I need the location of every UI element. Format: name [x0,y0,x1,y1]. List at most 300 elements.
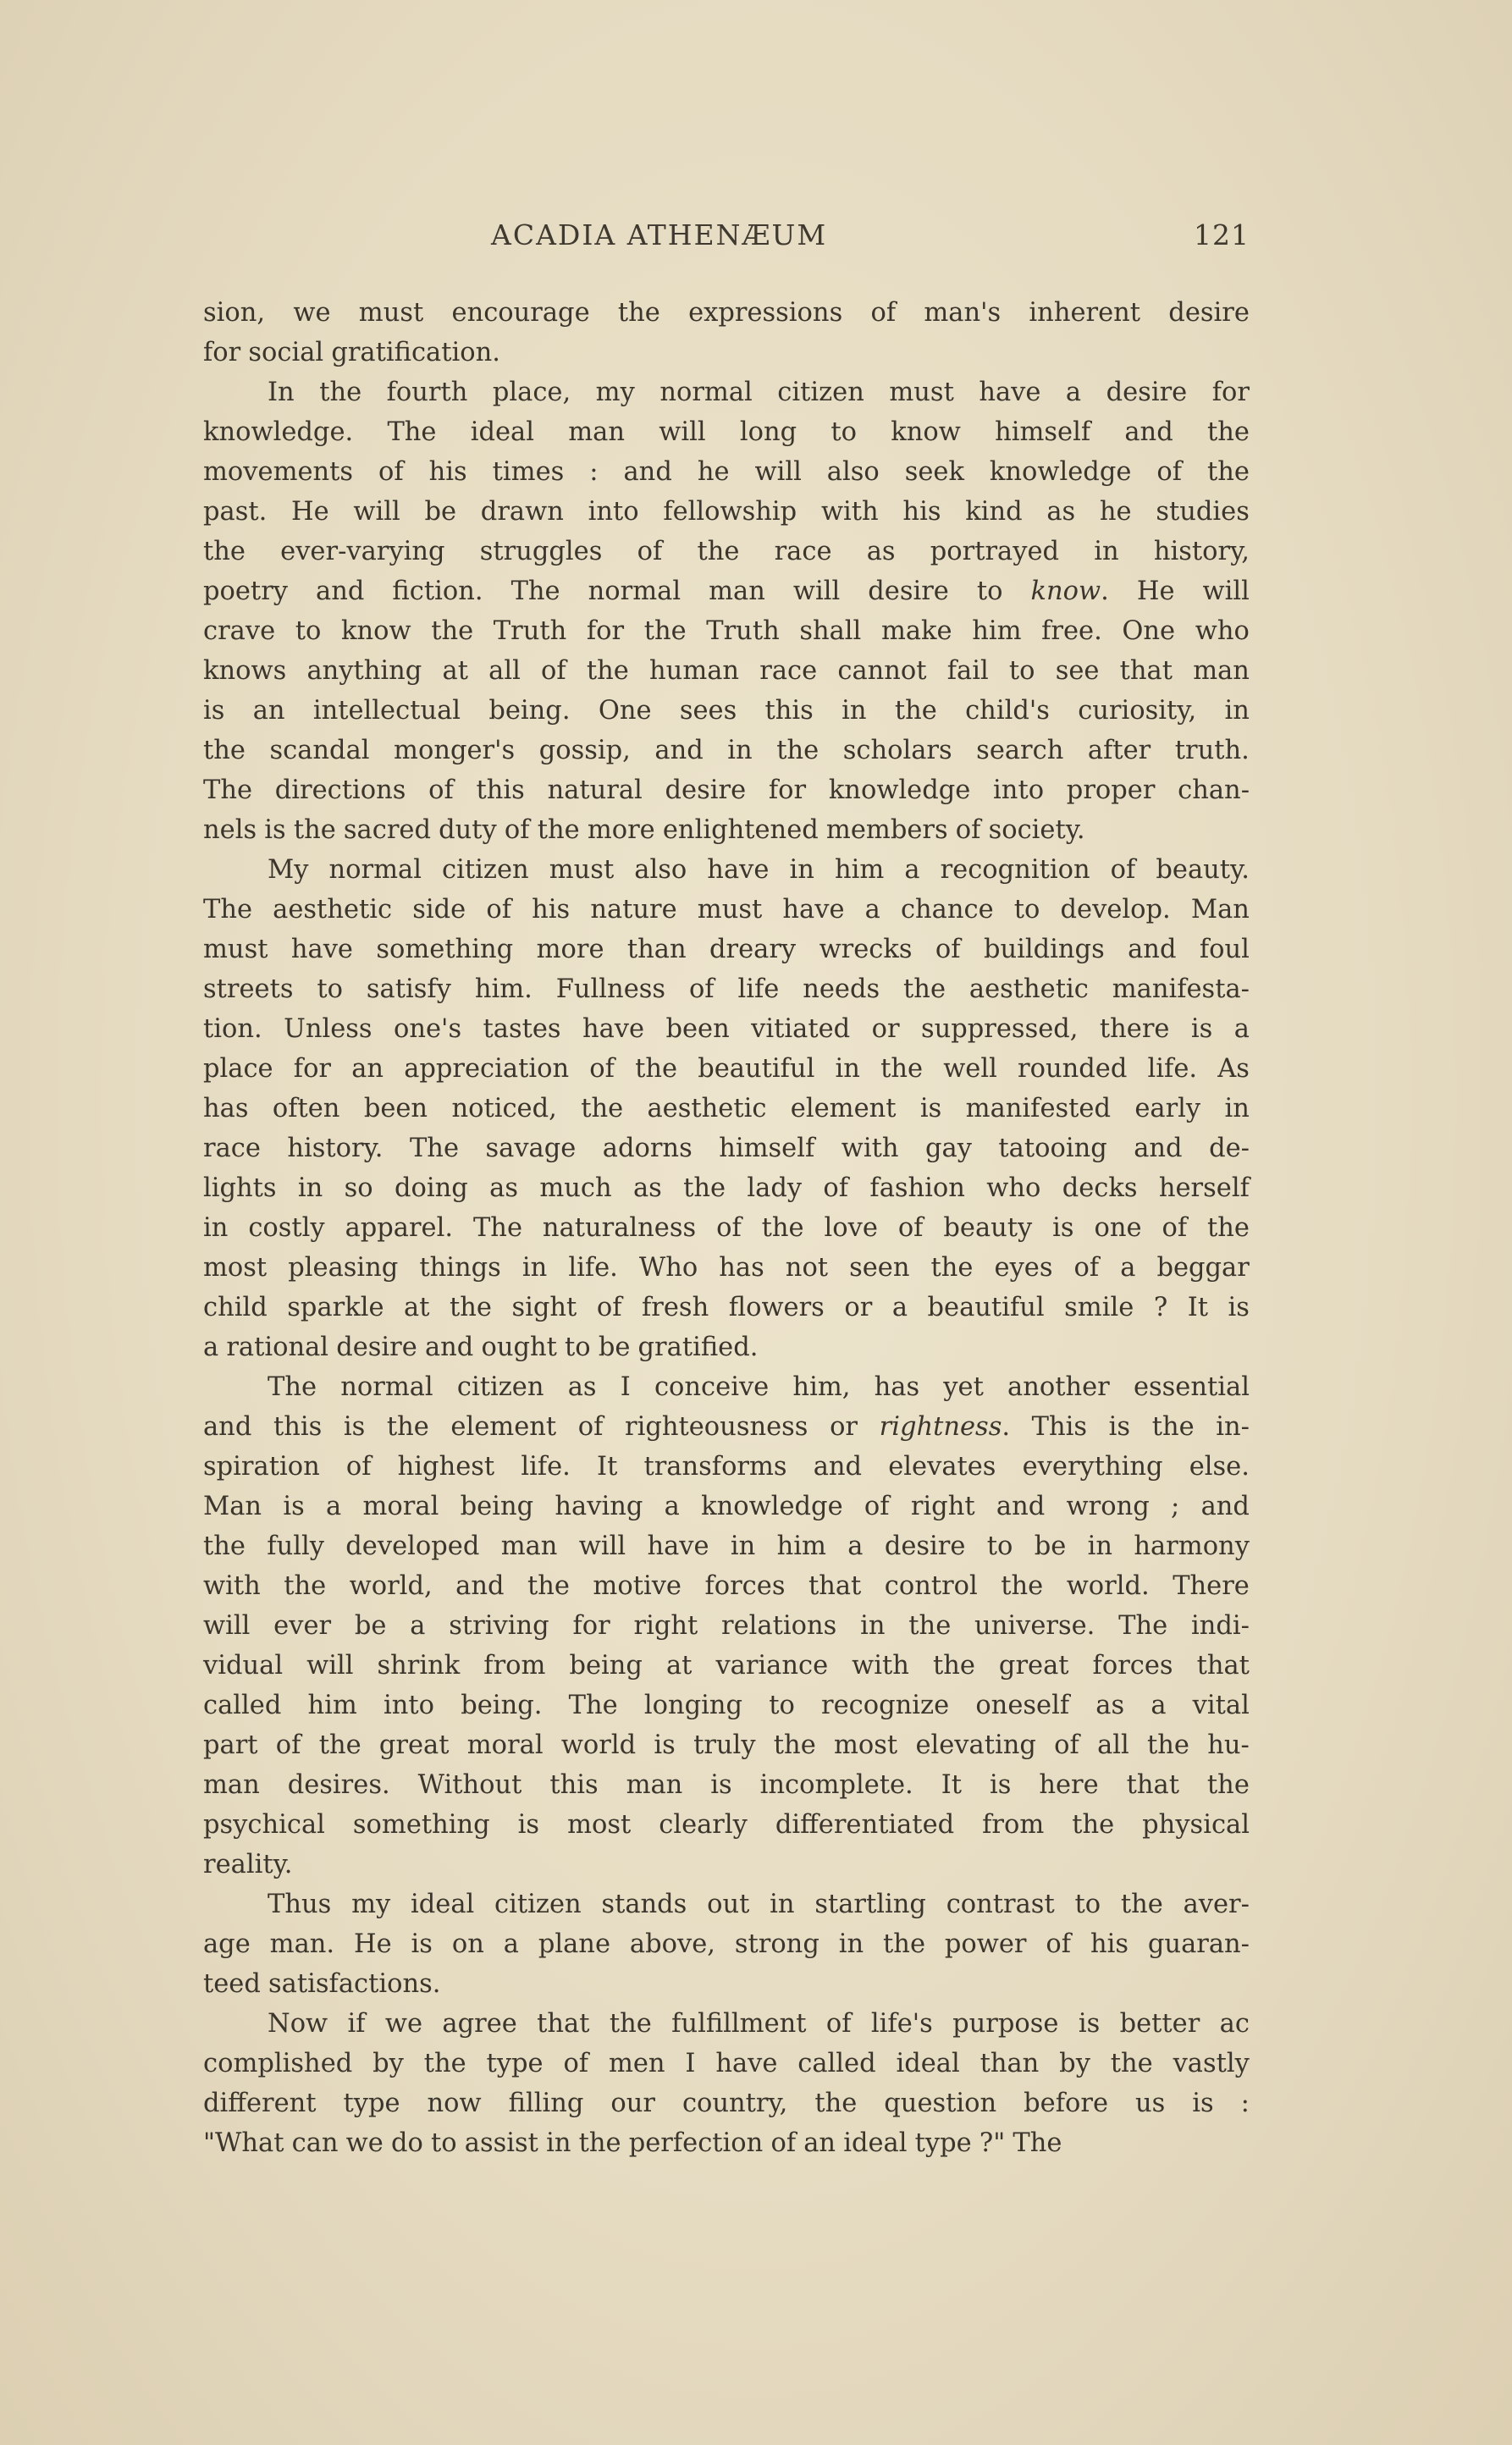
word: one's [394,1014,462,1044]
word: the [386,1412,429,1442]
word: of [870,298,897,328]
word: so [344,1173,373,1203]
word: the [932,1651,975,1681]
word: the [431,616,474,646]
word: eyes [994,1253,1053,1283]
word: must [697,895,763,924]
word: ideal [470,417,534,447]
word: of [504,815,530,845]
word: expressions [688,298,843,328]
word: part [203,1730,258,1760]
word: and [1128,935,1177,964]
word: being. [461,1691,543,1720]
word: here [1039,1770,1099,1800]
word: striving [449,1611,549,1641]
word: motive [593,1571,682,1601]
word: see [1055,656,1100,686]
word: I [620,1372,631,1402]
text-line [203,1805,1250,1845]
word: The [203,775,253,805]
word: citizen [442,855,529,885]
text-line [203,532,1250,571]
word: the [423,2049,466,2078]
word: from [982,1810,1045,1840]
word: curiosity, [1078,696,1197,726]
word: rightness. [879,1412,1011,1442]
word: world, [349,1571,433,1601]
text-line [203,770,1250,810]
word: knows [203,656,287,686]
word: The [203,895,253,924]
word: him [307,1691,357,1720]
word: the [578,2128,621,2158]
word: better [1119,2009,1200,2039]
word: moral [466,1730,544,1760]
word: life's [870,2009,933,2039]
word: child's [965,696,1050,726]
word: sion, [203,298,266,328]
word: The [268,1372,317,1402]
word: movements [203,457,354,487]
word: of [1156,457,1182,487]
word: is [654,1730,676,1760]
word: nels [203,815,257,845]
word: man's [924,298,1002,328]
word: there [1099,1014,1170,1044]
word: by [372,2049,404,2078]
word: right [910,1492,975,1521]
word: ac [1219,2009,1250,2039]
word: the [643,616,687,646]
word: this [476,775,525,805]
word: us [1134,2089,1166,2118]
word: pleasing [288,1253,399,1283]
text-line [203,1288,1250,1327]
word: is [411,1929,433,1959]
word: the [1120,1890,1163,1919]
word: shrink [377,1651,461,1681]
word: will [306,1651,354,1681]
word: know [891,417,961,447]
word: needs [803,974,880,1004]
word: much [539,1173,612,1203]
word: developed [345,1532,480,1561]
word: been [363,1094,428,1123]
text-line [203,333,1250,373]
word: with [852,1651,909,1681]
word: side [412,895,466,924]
word: strong [734,1929,819,1959]
word: gratification. [331,338,500,367]
word: life. [568,1253,618,1283]
word: the [609,2009,652,2039]
word: him, [792,1372,851,1402]
word: we [384,2009,423,2039]
word: the [319,378,362,407]
word: kind [965,497,1023,527]
word: fellowship [663,497,797,527]
word: fashion [869,1173,965,1203]
word: normal [328,855,422,885]
word: Fullness [555,974,666,1004]
word: history. [287,1134,384,1163]
word: that [1196,1651,1250,1681]
word: ever-varying [280,537,445,566]
text-line [203,969,1250,1009]
text-line [203,373,1250,412]
word: a [891,1293,908,1322]
word: the [883,1929,925,1959]
word: do [390,2128,423,2158]
word: fail [946,656,989,686]
word: Man [1190,895,1250,924]
word: another [1007,1372,1110,1402]
word: citizen [456,1372,544,1402]
word: have [707,855,770,885]
word: great [378,1730,450,1760]
word: can [291,2128,339,2158]
word: place, [492,378,571,407]
word: nature [590,895,677,924]
word: be [424,497,457,527]
word: a [847,1532,864,1561]
word: The [510,577,560,606]
word: in [770,1890,795,1919]
word: into [588,497,639,527]
word: the [880,1054,924,1084]
word: wrong [1066,1492,1150,1521]
word: most [834,1730,898,1760]
word: life. [521,1452,571,1482]
word: well [943,1054,997,1084]
word: incomplete. [759,1770,913,1800]
word: a [410,1611,426,1641]
word: of [716,1213,742,1243]
word: ? [1153,1293,1168,1322]
word: truly [693,1730,756,1760]
word: the [537,815,580,845]
word: and [203,1412,252,1442]
word: seek [904,457,964,487]
word: element [790,1094,897,1123]
page-number: 121 [1194,218,1250,251]
word: He [354,1929,392,1959]
word: "What [203,2128,284,2158]
word: be [354,1611,387,1641]
word: and [316,577,365,606]
word: at [665,1651,693,1681]
text-line [203,571,1250,611]
word: gossip, [538,736,631,765]
word: in [1087,1532,1113,1561]
word: sight [511,1293,577,1322]
word: the [1147,1730,1189,1760]
word: in [842,696,867,726]
word: : [1240,2089,1250,2118]
word: be [598,1333,631,1362]
word: after [1087,736,1151,765]
word: savage [485,1134,577,1163]
word: most [567,1810,632,1840]
word: aesthetic [647,1094,767,1123]
word: we [293,298,331,328]
word: the [1151,1412,1195,1442]
text-line [203,1725,1250,1765]
word: of [864,1492,890,1521]
word: to [1008,656,1035,686]
word: I [685,2049,696,2078]
word: directions [274,775,406,805]
word: of [345,1452,372,1482]
word: everything [1022,1452,1163,1482]
text-line [203,1845,1250,1885]
word: and [623,457,672,487]
word: the [617,298,660,328]
word: on [451,1929,484,1959]
word: ; [1171,1492,1180,1521]
word: called [203,1691,282,1720]
word: the [773,1730,816,1760]
word: manifested [965,1094,1111,1123]
word: purpose [952,2009,1059,2039]
word: for [203,338,241,367]
word: a [864,895,880,924]
word: from [483,1651,546,1681]
word: flowers [728,1293,825,1322]
word: members [825,815,948,845]
word: Without [417,1770,522,1800]
word: in [203,1213,229,1243]
word: chance [900,895,994,924]
word: Unless [284,1014,372,1044]
word: of [935,935,961,964]
word: his [428,457,467,487]
word: dreary [709,935,797,964]
text-line [203,1327,1250,1367]
word: love [824,1213,878,1243]
word: race [774,537,832,566]
word: lights [203,1173,277,1203]
word: The [568,1691,618,1720]
word: hu- [1207,1730,1250,1760]
word: that [1119,656,1173,686]
word: encourage [451,298,590,328]
word: in [727,736,753,765]
word: manifesta- [1112,974,1250,1004]
word: assist [464,2128,538,2158]
text-line [203,1447,1250,1487]
word: control [884,1571,978,1601]
text-line [203,1487,1250,1526]
text-line [203,1168,1250,1208]
word: is [1228,1293,1250,1322]
word: must [358,298,424,328]
word: scandal [269,736,370,765]
word: the [203,1532,246,1561]
word: foul [1199,935,1250,964]
word: the [203,537,246,566]
word: normal [588,577,682,606]
word: intellectual [312,696,461,726]
word: anything [306,656,422,686]
word: past. [203,497,268,527]
word: who [986,1173,1041,1203]
word: fourth [386,378,468,407]
text-line [203,293,1250,333]
word: moral [362,1492,439,1521]
text-line [203,810,1250,850]
word: have [979,378,1041,407]
word: in [835,1054,860,1084]
word: have [715,2049,778,2078]
word: He [1136,577,1175,606]
word: vastly [1173,2049,1250,2078]
word: My [268,855,309,885]
word: of [577,1412,604,1442]
word: chan- [1178,775,1250,805]
word: and [455,1571,505,1601]
word: will [1202,577,1250,606]
word: this [764,696,814,726]
text-line [203,1049,1250,1089]
text-line [203,1924,1250,1964]
word: suppressed, [920,1014,1079,1044]
word: and [1124,417,1173,447]
text-line [203,1606,1250,1646]
word: as [489,1173,518,1203]
word: is [283,1492,305,1521]
word: type [343,2089,400,2118]
word: to [1013,895,1040,924]
word: conceive [654,1372,770,1402]
word: ought [481,1333,557,1362]
word: not [785,1253,829,1283]
word: to [431,2128,457,2158]
word: in [1224,1094,1250,1123]
word: proper [1066,775,1156,805]
word: costly [248,1213,325,1243]
word: or [844,1293,873,1322]
word: is [517,1810,540,1840]
word: into [384,1691,435,1720]
text-line [203,412,1250,452]
word: is [1078,2009,1101,2039]
word: struggles [479,537,603,566]
word: for [293,1054,332,1084]
word: him [972,616,1022,646]
word: recognize [821,1691,950,1720]
word: a [1120,1253,1136,1283]
word: doing [395,1173,468,1203]
word: he [1099,497,1132,527]
word: stands [601,1890,687,1919]
word: the [293,815,336,845]
word: that [537,2009,590,2039]
word: him. [474,974,533,1004]
word: before [1024,2089,1108,2118]
word: the [203,736,246,765]
word: studies [1156,497,1250,527]
word: to [295,616,322,646]
word: him [834,855,885,885]
word: the [697,537,740,566]
word: One [1122,616,1176,646]
body-text [203,293,1250,2163]
paragraph [203,293,1250,373]
word: is [1190,1014,1213,1044]
text-line [203,1089,1250,1129]
word: is [919,1094,942,1123]
word: as [1046,497,1076,527]
word: highest [397,1452,495,1482]
word: sees [679,696,737,726]
word: right [633,1611,698,1641]
word: above, [629,1929,715,1959]
word: life [737,974,780,1004]
word: to [976,577,1003,606]
word: for [768,775,807,805]
word: poetry [203,577,289,606]
word: at [404,1293,430,1322]
word: society. [988,815,1085,845]
word: is [1192,2089,1214,2118]
word: and [424,1333,474,1362]
word: satisfactions. [268,1969,441,1999]
word: desires. [287,1770,390,1800]
word: also [826,457,880,487]
word: knowledge [828,775,971,805]
word: Truth [493,616,567,646]
word: our [610,2089,655,2118]
word: have [582,1014,645,1044]
word: vital [1192,1691,1250,1720]
word: aesthetic [968,974,1089,1004]
word: aesthetic [273,895,393,924]
word: social [248,338,324,367]
word: for [1211,378,1250,407]
word: a [203,1333,219,1362]
word: inherent [1029,298,1141,328]
word: than [626,935,687,964]
word: something [376,935,514,964]
word: beauty. [1156,855,1250,885]
word: that [808,1571,862,1601]
text-line [203,2083,1250,2123]
word: race [203,1134,261,1163]
word: different [203,2089,317,2118]
text-line [203,1686,1250,1725]
text-line [203,452,1250,492]
word: in [546,2128,571,2158]
word: variance [715,1651,829,1681]
word: yet [943,1372,984,1402]
word: and [996,1492,1046,1521]
word: noticed, [451,1094,557,1123]
word: all [488,656,521,686]
word: man. [269,1929,335,1959]
text-line [203,1009,1250,1049]
word: longing [643,1691,743,1720]
word: the [1206,417,1250,447]
word: man [500,1532,558,1561]
word: As [1217,1054,1250,1084]
word: desire [1168,298,1250,328]
word: of [275,1730,301,1760]
word: free. [1041,616,1102,646]
word: recognition [940,855,1090,885]
word: history, [1153,537,1250,566]
word: differentiated [775,1810,955,1840]
